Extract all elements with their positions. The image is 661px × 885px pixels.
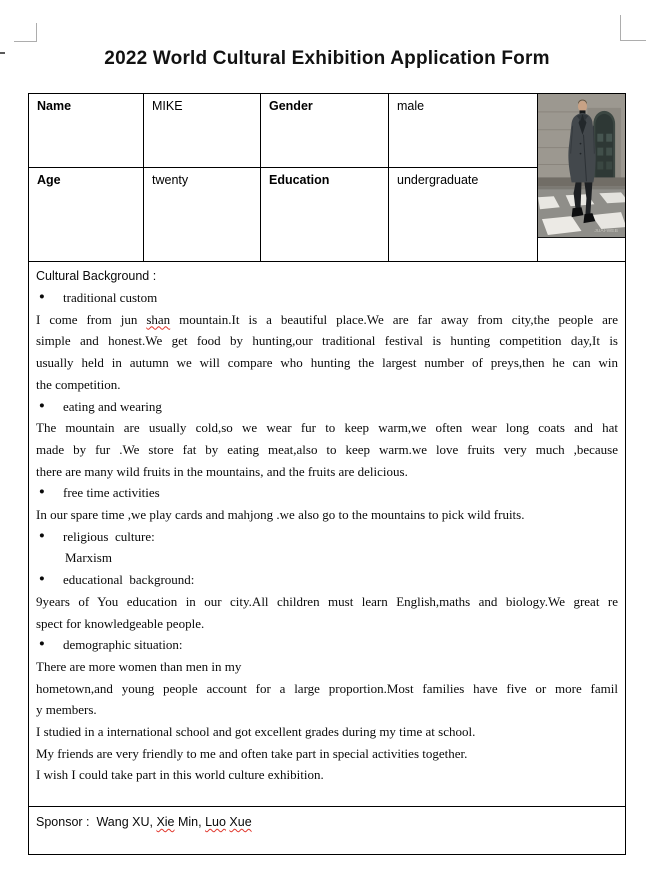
bullet-item <box>36 396 618 418</box>
page-edge-tick <box>0 52 5 54</box>
body-line: My friends are very friendly to me and often take part in special activities together. <box>36 745 468 761</box>
section-heading: Cultural Background : <box>36 269 157 283</box>
application-form-table <box>28 93 626 855</box>
body-line: made by fur .We store fat by eating meat,also to keep warm.we love fruits very much ,because <box>36 441 618 457</box>
education-label-cell: Education <box>261 168 389 262</box>
bullet-label: educational background: <box>63 572 195 588</box>
bullet-icon: ● <box>39 487 45 498</box>
bullet-label: eating and wearing <box>63 398 162 414</box>
body-line: The mountain are usually cold,so we wear fur to keep warm,we often wear long coats and hat <box>36 420 618 436</box>
sponsor-names: Wang XU, Xie Min, Luo Xue <box>89 815 252 829</box>
bullet-icon: ● <box>39 400 45 411</box>
body-line: I studied in a international school and got excellent grades during my time at school. <box>36 724 476 740</box>
bullet-item <box>36 526 618 548</box>
body-line: 9years of You education in our city.All children must learn English,maths and biology.We great re <box>36 593 618 609</box>
photo-watermark: JUAI-WEB <box>594 229 618 235</box>
body-line: there are many wild fruits in the mountains, and the fruits are delicious. <box>36 463 408 479</box>
applicant-photo-cell <box>538 94 625 262</box>
page-margin-mark-top-left <box>14 23 37 42</box>
age-value-cell: twenty <box>144 168 261 262</box>
sponsor-label: Sponsor : <box>36 815 90 829</box>
bullet-label: demographic situation: <box>63 637 183 653</box>
bullet-item <box>36 569 618 591</box>
background-lines <box>36 287 618 786</box>
page-title: 2022 World Cultural Exhibition Application Form <box>104 48 550 69</box>
bullet-label: free time activities <box>63 485 160 501</box>
bullet-item <box>36 634 618 656</box>
info-grid <box>29 94 625 262</box>
bullet-icon: ● <box>39 574 45 585</box>
sponsor-row <box>29 807 625 854</box>
body-line: I come from jun shan mountain.It is a beautiful place.We are far away from city,the people are <box>36 311 618 327</box>
body-line: usually held in autumn we will compare who hunting the largest number of preys,then he can win <box>36 355 618 371</box>
body-line: the competition. <box>36 376 121 392</box>
bullet-label: traditional custom <box>63 290 158 305</box>
bullet-item <box>36 482 618 504</box>
body-line: hometown,and young people account for a large proportion.Most families have five or more famil <box>36 680 618 696</box>
body-line: In our spare time ,we play cards and mahjong .we also go to the mountains to pick wild fruits. <box>36 507 525 523</box>
bullet-item <box>36 287 618 309</box>
gender-label-cell: Gender <box>261 94 389 168</box>
age-label-cell: Age <box>29 168 144 262</box>
body-line: spect for knowledgeable people. <box>36 615 205 631</box>
body-line: y members. <box>36 702 97 718</box>
page-margin-mark-top-right <box>620 15 646 41</box>
bullet-label: religious culture: <box>63 528 155 544</box>
bullet-icon: ● <box>39 639 45 650</box>
body-line: I wish I could take part in this world culture exhibition. <box>36 767 324 783</box>
education-value-cell: undergraduate <box>389 168 538 262</box>
body-line: There are more women than men in my <box>36 658 242 674</box>
body-line: Marxism <box>65 550 112 566</box>
gender-value-cell: male <box>389 94 538 168</box>
bullet-icon: ● <box>39 292 45 302</box>
bullet-icon: ● <box>39 530 45 541</box>
applicant-photo <box>538 94 625 238</box>
body-line: simple and honest.We get food by hunting,our traditional festival is hunting competition day,It is <box>36 333 618 349</box>
name-value-cell: MIKE <box>144 94 261 168</box>
name-label-cell: Name <box>29 94 144 168</box>
cultural-background-cell <box>29 262 625 807</box>
